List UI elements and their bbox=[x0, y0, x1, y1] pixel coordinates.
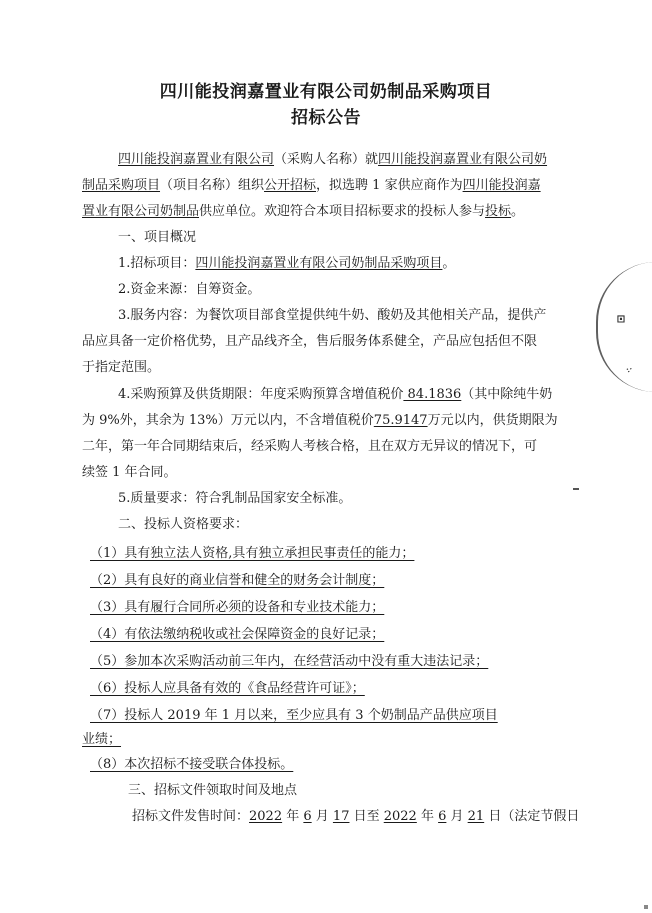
qualification-item: （7）投标人 2019 年 1 月以来，至少应具有 3 个奶制品产品供应项目 bbox=[90, 708, 498, 723]
section-1-heading: 一、项目概况 bbox=[118, 230, 197, 245]
item-4-line-2 bbox=[82, 412, 558, 430]
intro-text: 供应单位。欢迎符合本项目招标要求的投标人参与 bbox=[199, 204, 486, 219]
budget-with-tax: 84.1836 bbox=[403, 387, 462, 402]
date-text: 月 bbox=[446, 809, 468, 824]
qualification-item: （5）参加本次采购活动前三年内，在经营活动中没有重大违法记录； bbox=[90, 654, 489, 669]
intro-text: （项目名称）组织 bbox=[160, 178, 265, 193]
qualification-item-continued: 业绩； bbox=[82, 732, 122, 747]
qualification-item: （3）具有履行合同所必须的设备和专业技术能力； bbox=[90, 600, 385, 615]
item-4-text: 4.采购预算及供货期限：年度采购预算含增值税价 bbox=[118, 387, 404, 402]
intro-line-3 bbox=[82, 203, 524, 221]
item-1-label: 1.招标项目： bbox=[118, 256, 196, 271]
intro-line-1 bbox=[118, 151, 547, 169]
item-3-line-1: 3.服务内容：为餐饮项目部食堂提供纯牛奶、酸奶及其他相关产品，提供产 bbox=[118, 308, 547, 323]
project-name-part: 制品采购项目 bbox=[82, 178, 161, 193]
scan-speck bbox=[573, 488, 579, 490]
item-4-line-1 bbox=[118, 386, 552, 404]
project-name-part: 四川能投润嘉置业有限公司奶 bbox=[378, 152, 548, 167]
item-1 bbox=[118, 255, 455, 273]
item-4-text: 为 9%外，其余为 13%）万元以内，不含增值税价 bbox=[82, 413, 374, 428]
item-1-end: 。 bbox=[442, 256, 456, 271]
sale-period-line bbox=[132, 808, 579, 826]
document-title: 四川能投润嘉置业有限公司奶制品采购项目 bbox=[159, 82, 493, 102]
intro-line-2 bbox=[82, 177, 541, 195]
intro-text: （采购人名称）就 bbox=[274, 152, 379, 167]
qualification-item: （8）本次招标不接受联合体投标。 bbox=[90, 757, 294, 772]
item-4-text: （其中除纯牛奶 bbox=[461, 387, 553, 402]
purchaser-name: 四川能投润嘉置业有限公司 bbox=[118, 152, 275, 167]
date-text: 年 bbox=[416, 809, 439, 824]
qualification-item: （2）具有良好的商业信誉和健全的财务会计制度； bbox=[90, 573, 385, 588]
intro-text: ，拟选聘 1 家供应商作为 bbox=[316, 178, 463, 193]
section-3-heading: 三、招标文件领取时间及地点 bbox=[128, 783, 298, 798]
date-text: 日至 bbox=[349, 809, 384, 824]
qualification-item: （4）有依法缴纳税收或社会保障资金的良好记录； bbox=[90, 627, 385, 642]
seal-mark: ⊡ bbox=[617, 312, 625, 327]
item-1-value: 四川能投润嘉置业有限公司奶制品采购项目 bbox=[195, 256, 443, 271]
start-day: 17 bbox=[332, 809, 350, 824]
sale-period-label: 招标文件发售时间： bbox=[132, 809, 250, 824]
seal-mark: ∴ bbox=[623, 365, 635, 375]
supply-unit-part: 四川能投润嘉 bbox=[462, 178, 541, 193]
intro-text: 。 bbox=[511, 204, 525, 219]
budget-without-tax: 75.9147 bbox=[373, 413, 428, 428]
item-2: 2.资金来源：自筹资金。 bbox=[118, 282, 261, 297]
document-subtitle: 招标公告 bbox=[291, 108, 361, 128]
end-month: 6 bbox=[438, 809, 447, 824]
item-3-line-3: 于指定范围。 bbox=[82, 360, 161, 375]
item-5: 5.质量要求：符合乳制品国家安全标准。 bbox=[118, 491, 352, 506]
end-year: 2022 bbox=[383, 809, 417, 824]
section-2-heading: 二、投标人资格要求： bbox=[118, 517, 249, 532]
start-year: 2022 bbox=[249, 809, 283, 824]
date-text: 年 bbox=[282, 809, 304, 824]
date-text: 日（法定节假日 bbox=[484, 809, 580, 824]
item-4-text: 万元以内，供货期限为 bbox=[427, 413, 558, 428]
start-month: 6 bbox=[303, 809, 312, 824]
item-4-line-4: 续签 1 年合同。 bbox=[82, 465, 177, 480]
qualification-item: （6）投标人应具备有效的《食品经营许可证》； bbox=[90, 681, 365, 696]
item-3-line-2: 品应具备一定价格优势，且产品线齐全，售后服务体系健全，产品应包括但不限 bbox=[82, 334, 538, 349]
scan-speck bbox=[644, 905, 648, 909]
qualification-item: （1）具有独立法人资格,具有独立承担民事责任的能力； bbox=[90, 546, 415, 561]
supply-unit-part: 置业有限公司奶制品 bbox=[82, 204, 200, 219]
procurement-method: 公开招标 bbox=[264, 178, 317, 193]
bid-word: 投标 bbox=[485, 204, 512, 219]
end-day: 21 bbox=[467, 809, 485, 824]
item-4-line-3: 二年，第一年合同期结束后，经采购人考核合格，且在双方无异议的情况下，可 bbox=[82, 439, 538, 454]
date-text: 月 bbox=[311, 809, 333, 824]
